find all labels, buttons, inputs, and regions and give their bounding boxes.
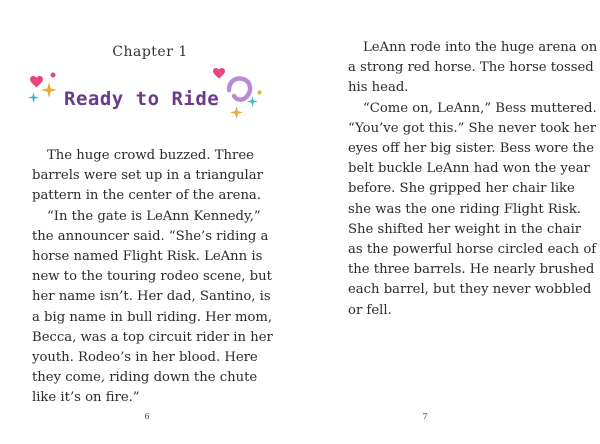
star-icon <box>247 96 258 107</box>
right-body-text <box>348 38 598 321</box>
sparkle-icon <box>50 72 56 78</box>
page-number: 6 <box>144 412 150 421</box>
paragraph: The huge crowd buzzed. Three barrels were set up in a triangular pattern in the center of the arena. <box>32 148 263 204</box>
paragraph: “In the gate is LeAnn Kennedy,” the announcer said. “She’s riding a horse named Flight Risk. LeAnn is new to the touring rodeo scene, but her name isn’t. Her dad, Santino, is a big name in bull riding. Her mom, Becca, was a top circuit rider in her youth. Rodeo’s in her blood. Here they come, riding down the chute like it’s on fire.” <box>32 208 273 406</box>
chapter-title: Ready to Ride <box>64 88 220 110</box>
chapter-title-banner <box>26 68 266 124</box>
star-icon <box>41 82 57 98</box>
paragraph: “Come on, LeAnn,” Bess muttered. “You’ve got this.” She never took her eyes off her big sister. Bess wore the belt buckle LeAnn had won the year before. She gripped her chair like she was the one riding Flight Risk. She shifted her weight in the chair as the powerful horse circled each of the three barrels. He nearly brushed each barrel, but they never wobbled or fell. <box>348 100 597 318</box>
paragraph: LeAnn rode into the huge arena on a strong red horse. The horse tossed his head. <box>348 40 598 96</box>
right-page <box>300 0 600 444</box>
page-number: 7 <box>422 412 428 421</box>
sparkle-icon <box>257 90 262 95</box>
left-body-text <box>32 146 282 409</box>
chapter-label: Chapter 1 <box>112 44 188 60</box>
star-icon <box>28 92 39 103</box>
star-icon <box>230 106 243 119</box>
